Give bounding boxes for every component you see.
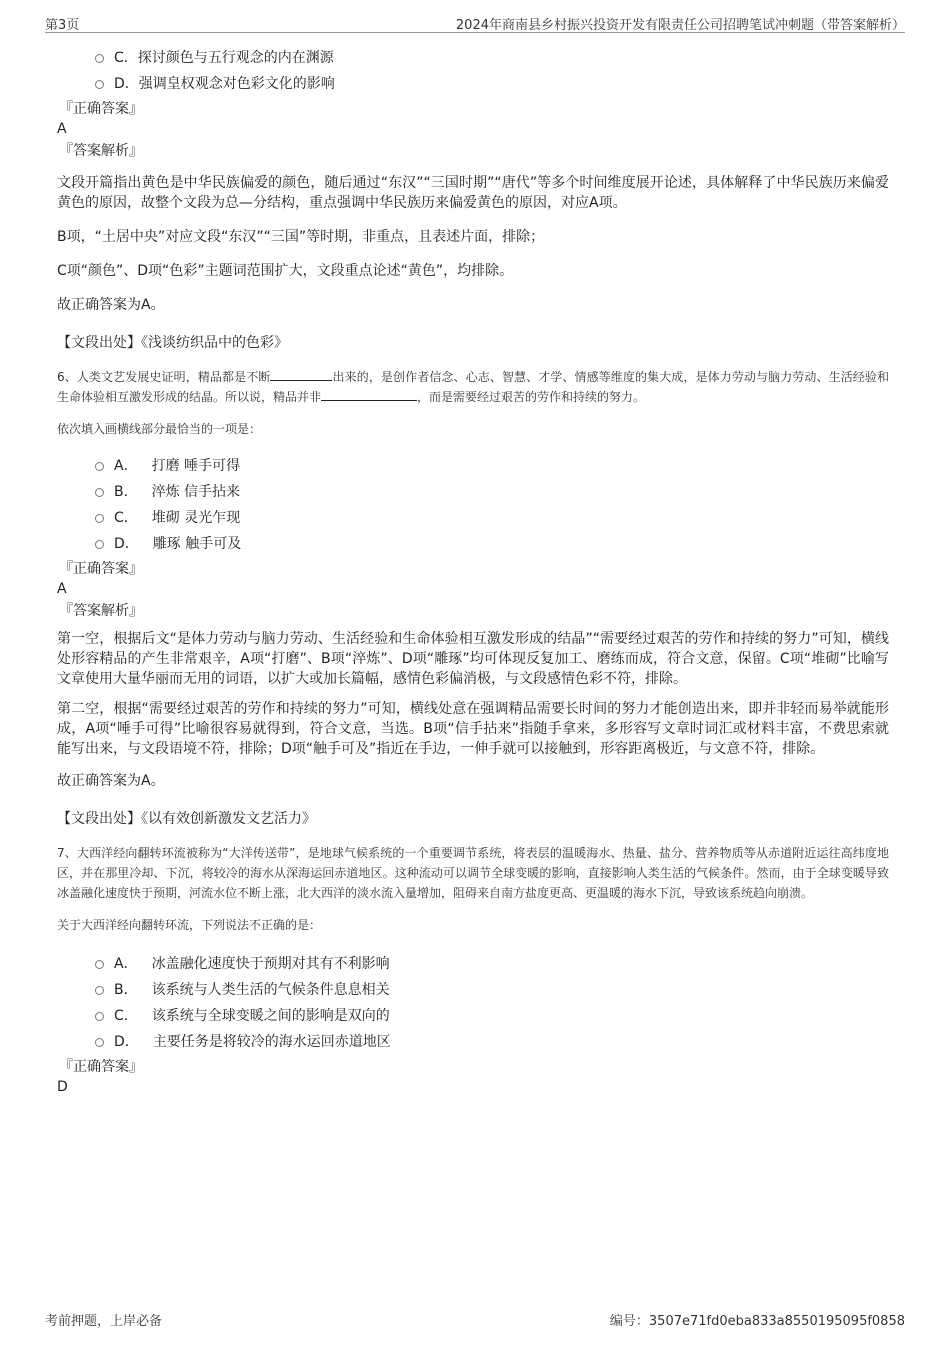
question-7 <box>57 843 889 1097</box>
answer-label: 『正确答案』 <box>59 1059 143 1075</box>
page-header <box>45 12 905 33</box>
analysis-paragraph: 第二空，根据“需要经过艰苦的劳作和持续的努力”可知，横线处意在强调精品需要长时间的努力才能创造出来，即并非轻而易举就能形成，A项“唾手可得”比喻很容易就得到，符合文意，当选。B项“信手拈来”指随手拿来，多形容写文章时词汇或材料丰富，不费思索就能写出来，与文段语境不符，排除；D项“触手可及”指近在手边，一伸手就可以接触到，形容距离极近，与文意不符，排除。 <box>57 701 889 757</box>
analysis-paragraph: B项，“土居中央”对应文段“东汉”“三国”等时期，非重点，且表述片面，排除； <box>57 229 545 245</box>
answer-label: 『正确答案』 <box>59 101 143 117</box>
analysis-paragraph: C项“颜色”、D项“色彩”主题词范围扩大，文段重点论述“黄色”，均排除。 <box>57 263 514 279</box>
option-d[interactable]: D． 主要任务是将较冷的海水运回赤道地区 <box>57 1029 889 1055</box>
option-c[interactable]: C． 堆砌 灵光乍现 <box>57 505 889 531</box>
option-c[interactable]: C． 该系统与全球变暖之间的影响是双向的 <box>57 1003 889 1029</box>
question-stem: 7、大西洋经向翻转环流被称为“大洋传送带”，是地球气候系统的一个重要调节系统，将表层的温暖海水、热量、盐分、营养物质等从赤道附近运往高纬度地区，并在那里冷却、下沉，将较冷的海水从深海运回赤道地区。这种流动可以调节全球变暖的影响，直接影响人类生活的气候条件。然而，由于全球变暖导致冰盖融化速度快于预期，河流水位不断上涨，北大西洋的淡水流入量增加，阻碍来自南方盐度更高、更温暖的海水下沉，导致该系统趋向崩溃。 <box>57 846 889 900</box>
analysis-label: 『答案解析』 <box>59 603 143 619</box>
option-d[interactable]: D． 雕琢 触手可及 <box>57 531 889 557</box>
option-b[interactable]: B． 淬炼 信手拈来 <box>57 479 889 505</box>
analysis-paragraph: 文段开篇指出黄色是中华民族偏爱的颜色，随后通过“东汉”“三国时期”“唐代”等多个时间维度展开论述，具体解释了中华民族历来偏爱黄色的原因，故整个文段为总—分结构，重点强调中华民族历来偏爱黄色的原因，对应A项。 <box>57 175 889 211</box>
option-a[interactable]: A． 冰盖融化速度快于预期对其有不利影响 <box>57 951 889 977</box>
page-number: 第3页 <box>45 18 80 33</box>
answer-label: 『正确答案』 <box>59 561 143 577</box>
question-stem: 6、人类文艺发展史证明，精品都是不断 出来的，是创作者信念、心志、智慧、才学、情感等维度的集大成，是体力劳动与脑力劳动、生活经验和生命体验相互激发形成的结晶。所以说，精品并非 ，而是需要经过艰苦的劳作和持续的努力。 <box>57 367 889 407</box>
radio-button[interactable] <box>95 960 104 969</box>
radio-button[interactable] <box>95 1012 104 1021</box>
answer-value: A <box>57 121 67 137</box>
question-prompt: 关于大西洋经向翻转环流，下列说法不正确的是： <box>57 918 322 932</box>
analysis-conclusion: 故正确答案为A。 <box>57 297 165 313</box>
radio-button[interactable] <box>95 540 104 549</box>
passage-source: 【文段出处】《以有效创新激发文艺活力》 <box>57 811 316 827</box>
document-content <box>57 45 889 1097</box>
radio-button[interactable] <box>95 54 104 63</box>
answer-value: A <box>57 581 67 597</box>
radio-button[interactable] <box>95 1038 104 1047</box>
radio-button[interactable] <box>95 488 104 497</box>
option-a[interactable]: A． 打磨 唾手可得 <box>57 453 889 479</box>
question-prompt: 依次填入画横线部分最恰当的一项是： <box>57 422 262 436</box>
radio-button[interactable] <box>95 462 104 471</box>
passage-source: 【文段出处】《浅谈纺织品中的色彩》 <box>57 335 288 351</box>
radio-button[interactable] <box>95 514 104 523</box>
option-b[interactable]: B． 该系统与人类生活的气候条件息息相关 <box>57 977 889 1003</box>
question-6 <box>57 367 889 829</box>
option-d[interactable]: D．强调皇权观念对色彩文化的影响 <box>57 71 889 97</box>
option-c[interactable]: C．探讨颜色与五行观念的内在渊源 <box>57 45 889 71</box>
footer-slogan: 考前押题，上岸必备 <box>45 1314 163 1329</box>
document-title: 2024年商南县乡村振兴投资开发有限责任公司招聘笔试冲刺题（带答案解析） <box>455 18 905 33</box>
radio-button[interactable] <box>95 986 104 995</box>
analysis-conclusion: 故正确答案为A。 <box>57 773 165 789</box>
fill-blank <box>270 367 332 381</box>
answer-value: D <box>57 1079 68 1095</box>
analysis-paragraph: 第一空，根据后文“是体力劳动与脑力劳动、生活经验和生命体验相互激发形成的结晶”“需要经过艰苦的劳作和持续的努力”可知，横线处形容精品的产生非常艰辛，A项“打磨”、B项“淬炼”、D项“雕琢”均可体现反复加工、磨练而成，符合文意，保留。C项“堆砌”比喻写文章使用大量华丽而无用的词语，以扩大或加长篇幅，感情色彩偏消极，与文段感情色彩不符，排除。 <box>57 631 889 687</box>
radio-button[interactable] <box>95 80 104 89</box>
analysis-label: 『答案解析』 <box>59 143 143 159</box>
question-5 <box>57 45 889 353</box>
fill-blank <box>321 387 417 401</box>
document-id: 编号：3507e71fd0eba833a8550195095f0858 <box>609 1314 905 1329</box>
